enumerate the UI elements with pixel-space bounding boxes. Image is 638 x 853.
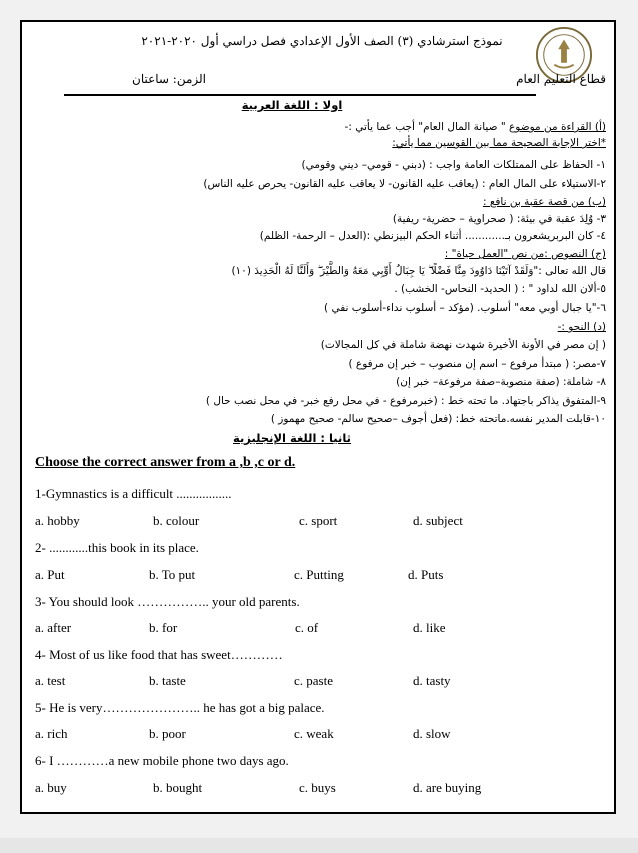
q1-option-d[interactable]: d. subject (413, 513, 463, 528)
q4-option-a[interactable]: a. test (35, 673, 66, 688)
q1-option-b[interactable]: b. colour (153, 513, 200, 528)
question-5: 5- He is very………………….. he has got a big palace. (35, 700, 325, 715)
reading-question (345, 120, 606, 135)
arabic-section-title: اولا : اللغة العربية (241, 98, 343, 112)
q6-option-b[interactable]: b. bought (153, 780, 203, 795)
question-3: 3- You should look …………….. your old parents. (35, 594, 300, 609)
arabic-line-4: ٤- كان البربريشعرون بـ............ أثناء الحكم البيزنطي :(العدل – الرحمة- الظلم) (259, 230, 606, 242)
arabic-line-3: ٣- وُلِدَ عقبة في بيئة: ( صحراوية – حضرية- ريفية) (392, 213, 606, 225)
q5-option-a[interactable]: a. rich (35, 726, 68, 741)
q1-option-c[interactable]: c. sport (299, 513, 338, 528)
exam-duration: الزمن: ساعتان (132, 72, 206, 86)
question-6: 6- I …………a new mobile phone two days ago. (35, 753, 289, 768)
arabic-line-8: ٨- شاملة: (صفة منصوبة–صفة مرفوعة– خبر إن) (396, 376, 606, 388)
q3-option-a[interactable]: a. after (35, 620, 72, 635)
q2-option-d[interactable]: d. Puts (408, 567, 444, 582)
q5-option-c[interactable]: c. weak (294, 726, 334, 741)
arabic-line-2: ٢-الاستيلاء على المال العام : (يعاقب عليه القانون- لا يعاقب عليه القانون- يحرص عليه الناس) (203, 178, 606, 190)
q3-option-c[interactable]: c. of (295, 620, 319, 635)
q3-option-d[interactable]: d. like (413, 620, 446, 635)
question-4: 4- Most of us like food that has sweet………… (35, 647, 283, 662)
arabic-line-5: ٥-ألان الله لداود " : ( الحديد- النحاس- الخشب) . (394, 283, 606, 295)
q2-option-c[interactable]: c. Putting (294, 567, 344, 582)
arabic-line-10: ١٠-قابلت المدير نفسه.ماتحته خط: (فعل أجوف –صحيح سالم- صحيح مهموز ) (270, 413, 606, 425)
q6-option-c[interactable]: c. buys (299, 780, 336, 795)
arabic-line-1: ١- الحفاظ على الممتلكات العامة واجب : (دبني - قومي– ديني وقومي) (301, 159, 606, 171)
arabic-line-9: ٩-المتفوق يذاكر باجتهاد. ما تحته خط : (خبرمرفوع - في محل رفع خبر- في محل نصب حال ) (205, 395, 606, 407)
q4-option-d[interactable]: d. tasty (413, 673, 451, 688)
q5-option-d[interactable]: d. slow (413, 726, 451, 741)
header-divider (64, 94, 536, 96)
arabic-line-7: ٧-مصر: ( مبتدأ مرفوع – اسم إن منصوب – خبر إن مرفوع ) (348, 358, 606, 370)
q6-option-d[interactable]: d. are buying (413, 780, 482, 795)
part-b-heading: (ب) من قصة عقبة بن نافع : (482, 196, 606, 208)
english-section-title: ثانيا : اللغة الإنجليزية (233, 431, 351, 445)
exam-title: نموذج استرشادي (٣) الصف الأول الإعدادي فصل دراسي أول ٢٠٢٠-٢٠٢١ (141, 34, 503, 48)
exam-page (20, 20, 616, 814)
q5-option-b[interactable]: b. poor (149, 726, 186, 741)
q1-option-a[interactable]: a. hobby (35, 513, 80, 528)
part-d-heading: (د) النحو :- (557, 321, 606, 333)
question-2: 2- ............this book in its place. (35, 540, 199, 555)
q6-option-a[interactable]: a. buy (35, 780, 67, 795)
reading-topic: " صيانة المال العام" أجب عما يأتي :- (344, 121, 510, 133)
arabic-line-6: ٦-"يا جبال أوبي معه" أسلوب. (مؤكد – أسلوب نداء-أسلوب نفي ) (324, 302, 606, 314)
q2-option-b[interactable]: b. To put (149, 567, 196, 582)
question-1: 1-Gymnastics is a difficult ................. (35, 486, 232, 501)
choose-instruction: *اختر الإجابة الصحيحة مما بين القوسين مما يأتي: (392, 137, 606, 149)
reading-label: (أ) القراءة من موضوع (509, 121, 606, 133)
english-instruction: Choose the correct answer from a ,b ,c or d. (35, 455, 296, 470)
q4-option-c[interactable]: c. paste (294, 673, 333, 688)
q4-option-b[interactable]: b. taste (149, 673, 186, 688)
q3-option-b[interactable]: b. for (149, 620, 178, 635)
q2-option-a[interactable]: a. Put (35, 567, 65, 582)
part-c-heading: (ج) النصوص :من نص "العمل حياة" : (444, 248, 606, 260)
quran-verse: قال الله تعالى :"وَلَقَدْ آتَيْنَا دَاوُودَ مِنَّا فَضْلًا ۖ يَا جِبَالُ أَوِّبِي مَعَهُ وَالطَّيْرَ ۖ وَأَلَنَّا لَهُ الْحَدِيدَ (١٠) (231, 265, 606, 277)
grammar-sentence: ( إن مصر في الأونة الأخيرة شهدت نهضة شاملة في كل المجالات) (320, 339, 606, 351)
viewer-bottom-bar (0, 838, 638, 853)
sector-label: قطاع التعليم العام (516, 72, 606, 86)
